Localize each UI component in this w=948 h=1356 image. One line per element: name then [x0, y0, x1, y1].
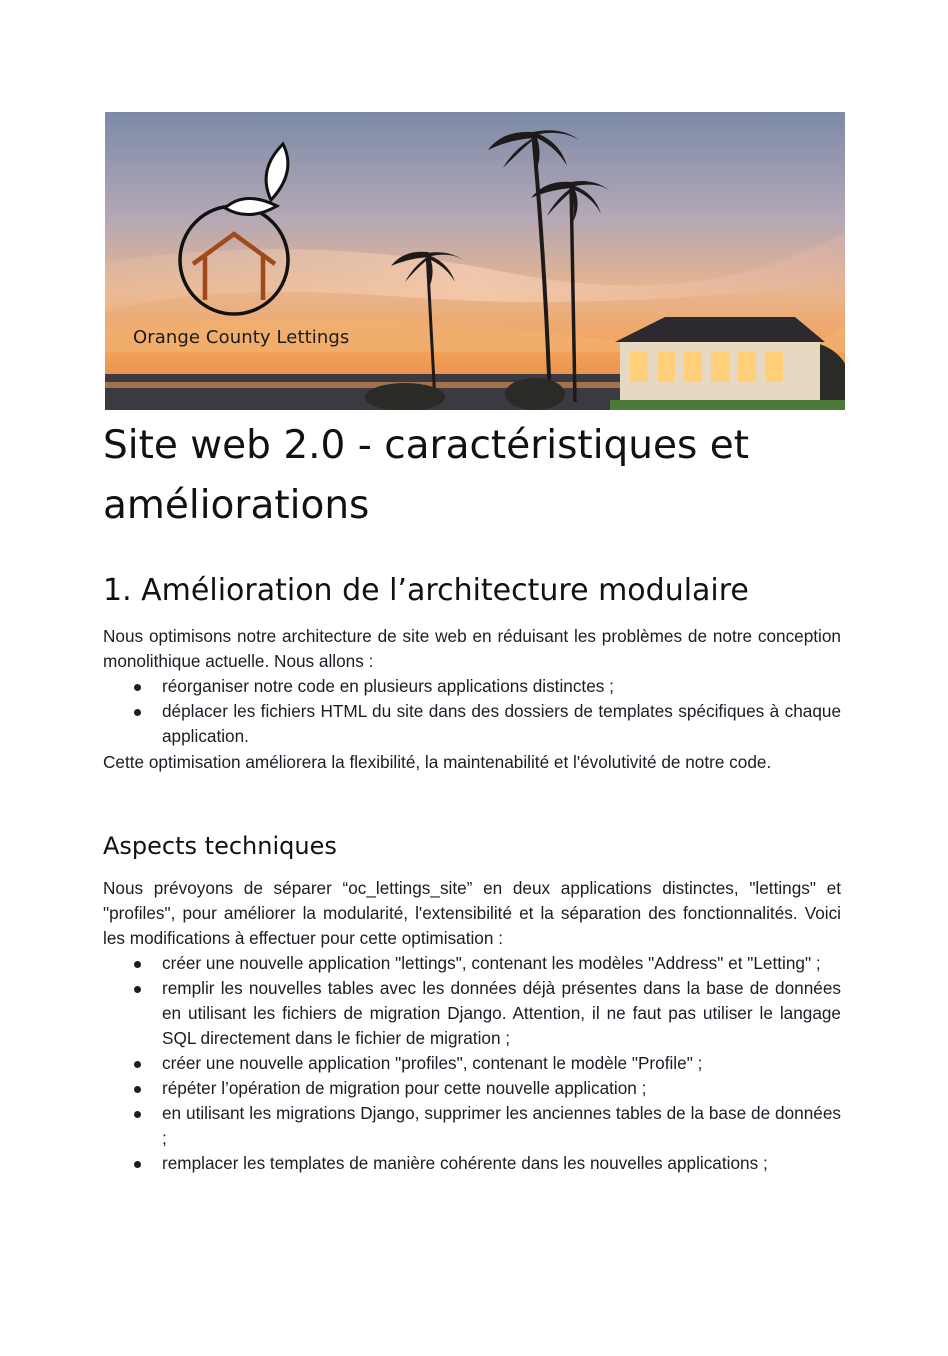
list-item: déplacer les fichiers HTML du site dans des dossiers de templates spécifiques à chaque application.: [103, 699, 841, 749]
list-item: remplir les nouvelles tables avec les données déjà présentes dans la base de données en utilisant les fichiers de migration Django. Attention, il ne faut pas utiliser le langage SQL directement dans le fichier de migration ;: [103, 976, 841, 1051]
bullet-icon: [134, 1111, 141, 1118]
bullet-icon: [134, 709, 141, 716]
section-outro-paragraph: Cette optimisation améliorera la flexibilité, la maintenabilité et l'évolutivité de notre code.: [103, 752, 772, 772]
header-banner-image: [105, 112, 845, 410]
list-item: créer une nouvelle application "lettings", contenant les modèles "Address" et "Letting" ;: [103, 951, 841, 976]
bullet-list: [103, 951, 841, 1176]
brand-name: Orange County Lettings: [133, 327, 350, 348]
subsection-heading: Aspects techniques: [103, 832, 337, 860]
list-item: en utilisant les migrations Django, supprimer les anciennes tables de la base de données ;: [103, 1101, 841, 1151]
list-item: répéter l’opération de migration pour cette nouvelle application ;: [103, 1076, 841, 1101]
sunset-scene-illustration: [105, 112, 845, 410]
bullet-icon: [134, 986, 141, 993]
list-item: créer une nouvelle application "profiles", contenant le modèle "Profile" ;: [103, 1051, 841, 1076]
bullet-icon: [134, 684, 141, 691]
section-intro-paragraph: Nous optimisons notre architecture de site web en réduisant les problèmes de notre conception monolithique actuelle. Nous allons :: [103, 626, 841, 671]
bullet-icon: [134, 1161, 141, 1168]
bullet-icon: [134, 961, 141, 968]
bullet-list: [103, 674, 841, 749]
page-title: Site web 2.0 - caractéristiques et améliorations: [103, 423, 749, 528]
list-item: réorganiser notre code en plusieurs applications distinctes ;: [103, 674, 841, 699]
bullet-icon: [134, 1086, 141, 1093]
list-item: remplacer les templates de manière cohérente dans les nouvelles applications ;: [103, 1151, 841, 1176]
section-heading: 1. Amélioration de l’architecture modulaire: [103, 573, 749, 608]
bullet-icon: [134, 1061, 141, 1068]
subsection-intro-paragraph: Nous prévoyons de séparer “oc_lettings_site” en deux applications distinctes, "lettings" et "profiles", pour améliorer la modularité, l'extensibilité et la séparation des fonctionnalités. Voici les modifications à effectuer pour cette optimisation :: [103, 878, 841, 948]
